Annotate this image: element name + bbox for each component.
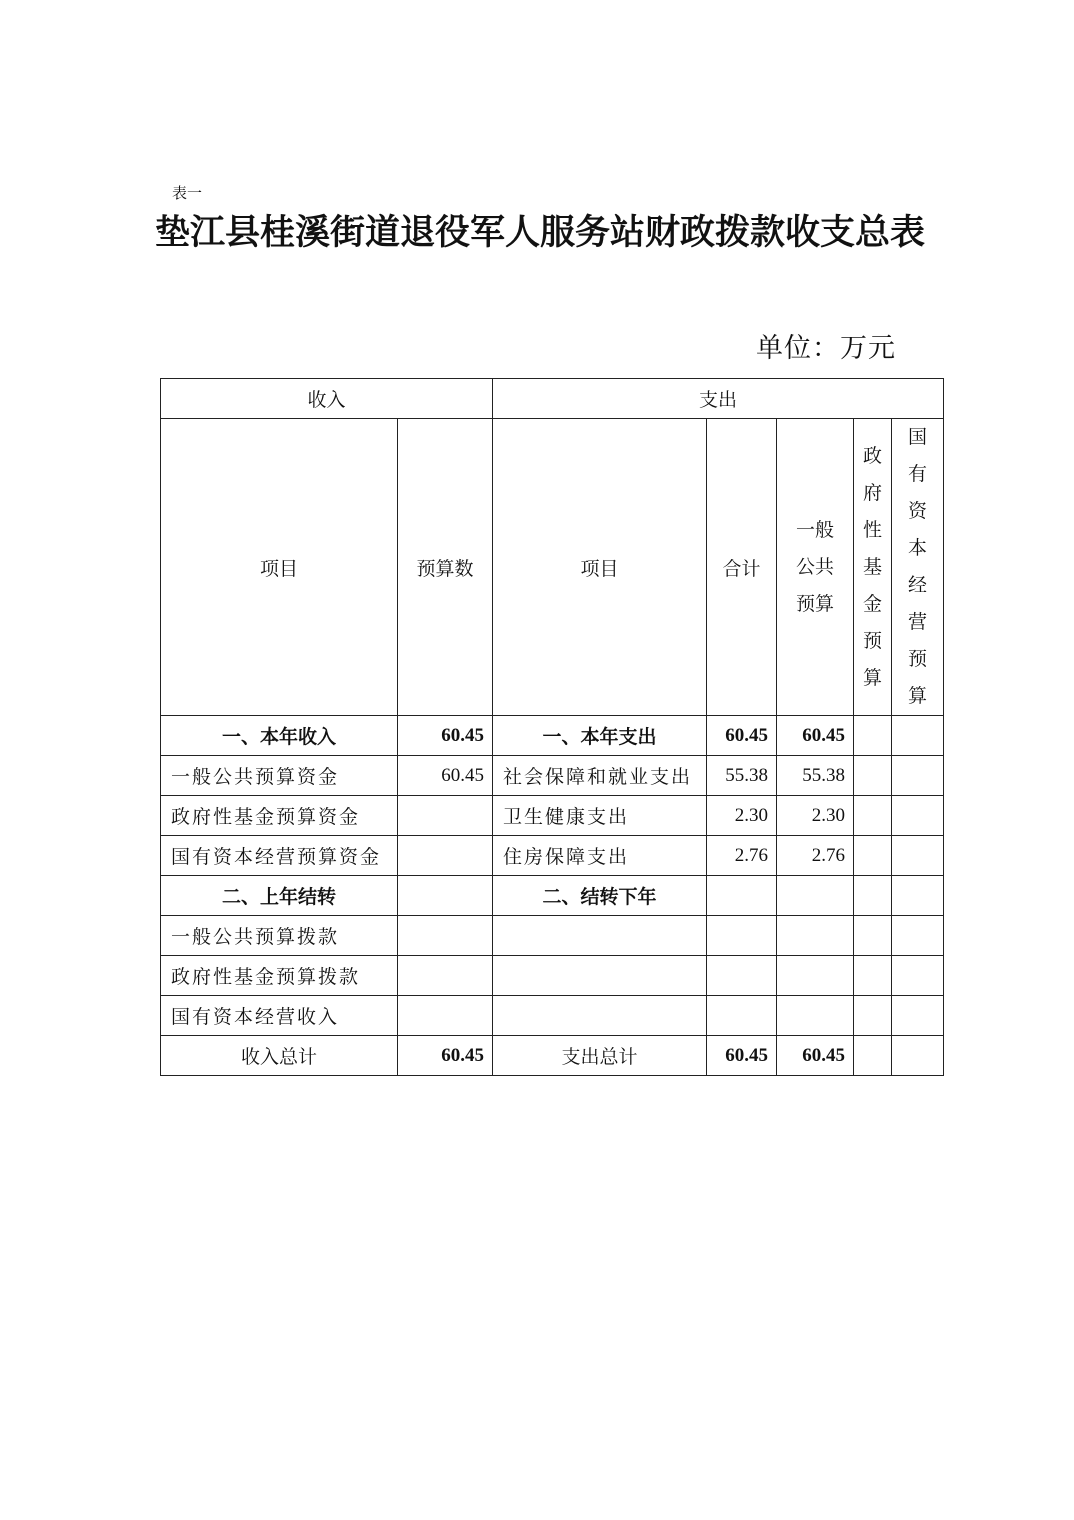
- col-state-budget-text: 国有资本经营预算: [908, 426, 928, 707]
- income-value: [398, 876, 493, 916]
- col-income-budget: 预算数: [398, 419, 493, 716]
- table-row: [161, 836, 944, 876]
- expense-item: 支出总计: [493, 1036, 707, 1076]
- income-item: 政府性基金预算拨款: [161, 956, 398, 996]
- expense-item: 二、结转下年: [493, 876, 707, 916]
- expense-state: [892, 756, 944, 796]
- expense-fund: [854, 876, 892, 916]
- expense-total: 60.45: [707, 716, 777, 756]
- expense-item: 社会保障和就业支出: [493, 756, 707, 796]
- expense-total: 60.45: [707, 1036, 777, 1076]
- table-row: [161, 956, 944, 996]
- expense-state: [892, 876, 944, 916]
- table-row-total: [161, 1036, 944, 1076]
- table-row: [161, 996, 944, 1036]
- expense-item: 一、本年支出: [493, 716, 707, 756]
- expense-general: [777, 956, 854, 996]
- income-item: 一般公共预算资金: [161, 756, 398, 796]
- income-item: 一、本年收入: [161, 716, 398, 756]
- expense-header: 支出: [493, 379, 944, 419]
- income-item: 国有资本经营收入: [161, 996, 398, 1036]
- expense-fund: [854, 836, 892, 876]
- expense-state: [892, 796, 944, 836]
- col-state-budget: [892, 419, 944, 716]
- expense-fund: [854, 956, 892, 996]
- income-value: [398, 956, 493, 996]
- income-item: 收入总计: [161, 1036, 398, 1076]
- document-title: 垫江县桂溪街道退役军人服务站财政拨款收支总表: [154, 212, 925, 253]
- expense-item: [493, 956, 707, 996]
- table-row: [161, 716, 944, 756]
- col-fund-budget: [854, 419, 892, 716]
- table-row: [161, 876, 944, 916]
- expense-fund: [854, 756, 892, 796]
- col-total: 合计: [707, 419, 777, 716]
- table-header-row: [161, 379, 944, 419]
- table-row: [161, 796, 944, 836]
- income-value: 60.45: [398, 716, 493, 756]
- expense-fund: [854, 916, 892, 956]
- expense-fund: [854, 796, 892, 836]
- expense-general: 2.30: [777, 796, 854, 836]
- expense-state: [892, 916, 944, 956]
- income-item: 政府性基金预算资金: [161, 796, 398, 836]
- expense-total: [707, 996, 777, 1036]
- expense-fund: [854, 996, 892, 1036]
- expense-general: [777, 916, 854, 956]
- table-subheader-row: [161, 419, 944, 716]
- col-expense-item: 项目: [493, 419, 707, 716]
- income-header: 收入: [161, 379, 493, 419]
- col-general-budget: [777, 419, 854, 716]
- expense-state: [892, 956, 944, 996]
- expense-general: [777, 876, 854, 916]
- income-value: [398, 796, 493, 836]
- table-row: [161, 756, 944, 796]
- expense-general: 60.45: [777, 1036, 854, 1076]
- table-row: [161, 916, 944, 956]
- income-item: 二、上年结转: [161, 876, 398, 916]
- expense-state: [892, 1036, 944, 1076]
- expense-general: 60.45: [777, 716, 854, 756]
- income-value: 60.45: [398, 756, 493, 796]
- expense-total: [707, 956, 777, 996]
- expense-fund: [854, 1036, 892, 1076]
- col-general-budget-text: 一般公共预算: [796, 518, 835, 615]
- expense-item: [493, 916, 707, 956]
- col-income-item: 项目: [161, 419, 398, 716]
- expense-general: 2.76: [777, 836, 854, 876]
- income-item: 国有资本经营预算资金: [161, 836, 398, 876]
- expense-general: [777, 996, 854, 1036]
- expense-general: 55.38: [777, 756, 854, 796]
- expense-item: 卫生健康支出: [493, 796, 707, 836]
- expense-total: [707, 916, 777, 956]
- income-value: [398, 916, 493, 956]
- income-item: 一般公共预算拨款: [161, 916, 398, 956]
- expense-total: 2.76: [707, 836, 777, 876]
- budget-table: [160, 378, 944, 1076]
- expense-total: 2.30: [707, 796, 777, 836]
- expense-state: [892, 996, 944, 1036]
- expense-total: 55.38: [707, 756, 777, 796]
- expense-item: 住房保障支出: [493, 836, 707, 876]
- income-value: [398, 836, 493, 876]
- table-number-label: 表一: [172, 184, 203, 202]
- expense-state: [892, 836, 944, 876]
- unit-label: 单位：万元: [756, 333, 896, 364]
- expense-item: [493, 996, 707, 1036]
- expense-fund: [854, 716, 892, 756]
- income-value: [398, 996, 493, 1036]
- income-value: 60.45: [398, 1036, 493, 1076]
- expense-state: [892, 716, 944, 756]
- expense-total: [707, 876, 777, 916]
- col-fund-budget-text: 政府性基金预算: [863, 444, 883, 689]
